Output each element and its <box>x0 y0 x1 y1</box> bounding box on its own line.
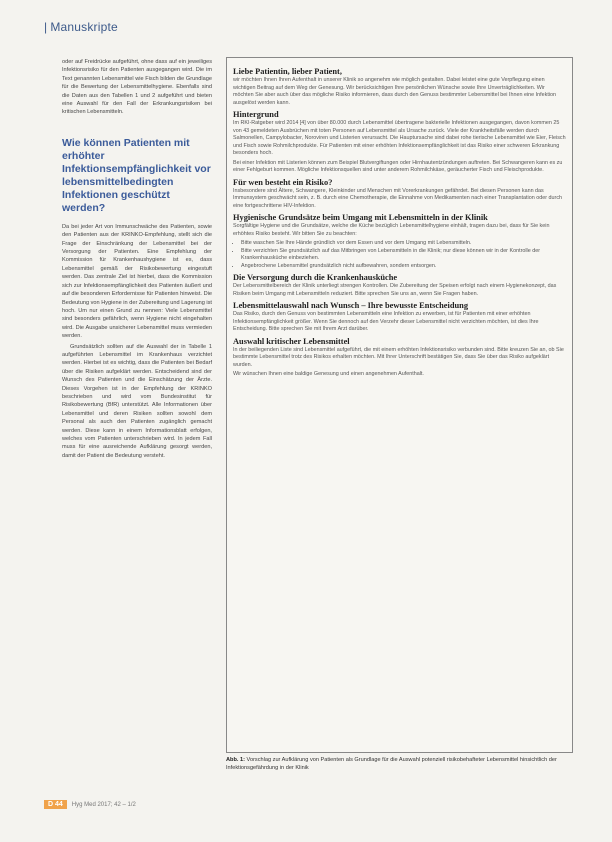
box-section-paragraph: Wir wünschen Ihnen eine baldige Genesung und einen angenehmen Aufenthalt. <box>233 371 424 377</box>
box-section-heading: Die Versorgung durch die Krankenhausküche <box>233 273 398 282</box>
page-number: D 44 <box>44 800 67 809</box>
box-section-paragraph: Insbesondere sind Ältere, Schwangere, Kleinkinder und Menschen mit Vorerkrankungen gefährdet. Bei diesen Personen kann das Immunsystem geschwächt sein, z. B. durch eine Chemotherapie, die Einnahme von Medikamenten nach einer Transplantation oder durch eine fortgeschrittene HIV-Infektion. <box>233 187 563 209</box>
box-section-heading: Liebe Patientin, lieber Patient, <box>233 67 342 76</box>
patient-information-box <box>226 57 573 753</box>
left-column <box>62 58 212 462</box>
box-section-heading: Für wen besteht ein Risiko? <box>233 177 333 187</box>
box-section-heading: Auswahl kritischer Lebensmittel <box>233 336 350 346</box>
box-section-paragraph: Das Risiko, durch den Genuss von bestimmten Lebensmitteln eine Infektion zu erwerben, ist für Patienten mit einer erhöhten Infektionsempfänglichkeit größer. Wenn Sie dennoch auf den Verzehr dieser Lebensmittel nicht verzichten möchten, ist dies Ihre Entscheidung. Bitte sprechen Sie mit Ihrem Arzt darüber. <box>233 311 539 332</box>
box-section-paragraph: Der Lebensmittelbereich der Klinik unterliegt strengen Kontrollen. Die Zubereitung der Speisen erfolgt nach einem Hygienekonzept, das Risiken beim Umgang mit Lebensmitteln reduziert. Bitte sprechen Sie uns an, wenn Sie Fragen haben. <box>233 283 557 297</box>
running-head-text: Manuskripte <box>50 20 118 34</box>
caption-label: Abb. 1: <box>226 757 245 763</box>
running-head-bar: | <box>44 20 48 34</box>
box-bullet-item: • Bitte verzichten Sie grundsätzlich auf das Mitbringen von Lebensmitteln in die Klinik; nur diese können wir in der Kontrolle der Krankenhausküche einbeziehen. <box>241 248 566 263</box>
section-heading: Wie können Patienten mit erhöhter Infektionsempfänglichkeit vor lebensmittelbedingten Infektionen geschützt werden? <box>62 136 211 214</box>
running-head <box>44 20 118 34</box>
caption-text: Vorschlag zur Aufklärung von Patienten als Grundlage für die Auswahl potenziell risikobehafteter Lebensmittel hinsichtlich der Infektionsgefährdung in der Klinik <box>226 757 557 771</box>
journal-reference: Hyg Med 2017; 42 – 1/2 <box>71 801 136 808</box>
box-section-paragraph: In der beiliegenden Liste sind Lebensmittel aufgeführt, die mit einem erhöhten Infektionsrisiko verbunden sind. Bitte kreuzen Sie an, ob Sie bestimmte Lebensmittel trotz des Risikos erhalten möchten. Mit Ihrer Unterschrift bestätigen Sie, dass Sie über das Risiko aufgeklärt wurden. <box>233 346 564 368</box>
box-bullet-item: • Angebrochene Lebensmittel grundsätzlich nicht aufbewahren, sondern entsorgen. <box>241 263 566 271</box>
body-paragraph-1: Da bei jeder Art von Immunschwäche des Patienten, sowie den Patienten aus der KRINKO-Empfehlung, stellt sich die Frage der Einschränkung der Lebensmittel bei der Versorgung der Patienten. Eine Empfehlung der Kommission für Krankenhaushygiene ist es, dass Lebensmittel gemäß der Risikobewertung eingestuft werden. Das zentrale Ziel ist hierbei, dass die Kommission sich zur Infektionsempfänglichkeit des Patienten äußert und auf die besonderen Erfordernisse für Patienten hinweist. Die Bedeutung von Hygiene in der Zubereitung und Lagerung ist hoch. Um nur einen Grund zu nennen: Viele Lebensmittel sind besonders gefährlich, wenn Hygiene nicht eingehalten wird. Die Ausgabe unsicherer Lebensmittel muss vermieden werden. <box>62 223 212 340</box>
box-section-heading: Hygienische Grundsätze beim Umgang mit Lebensmitteln in der Klinik <box>233 213 488 222</box>
box-bullet-list <box>233 240 566 270</box>
box-bullet-item: • Bitte waschen Sie Ihre Hände gründlich vor dem Essen und vor dem Umgang mit Lebensmitteln. <box>241 240 566 248</box>
box-section-paragraph: Sorgfältige Hygiene und die Grundsätze, welche die Küche bezüglich Lebensmittelhygiene einhält, tragen dazu bei, dass für Sie kein erhöhtes Risiko besteht. Wir bitten Sie zu beachten: <box>233 223 550 237</box>
box-section-paragraph: Im RKI-Ratgeber wird 2014 [4] von über 80.000 durch Lebensmittel übertragene bakterielle Infektionen ausgegangen, davon kommen 25 von 43 gemeldeten Ausbrüchen mit toten Personen auf Lebensmittel als Ursache zurück. Viele der Krankheitsfälle werden durch Salmonellen, Campylobacter, Noroviren und Listerien verursacht. Die Hauptursache sind dabei rohe tierische Lebensmittel wie Eier, Fleisch und Fisch sowie Rohmilchprodukte. Für Patienten mit einer erhöhten Infektionsempfänglichkeit ist das Risiko einer schweren Erkrankung besonders hoch. <box>233 120 566 156</box>
body-paragraph-2: Grundsätzlich sollten auf die Auswahl der in Tabelle 1 aufgeführten Lebensmittel im Krankenhaus verzichtet werden. Hierbei ist es wichtig, dass die Patienten bei Bedarf über die Risiken aufgeklärt werden. Entscheidend sind der Wunsch des Patienten und die Einschätzung der Ärzte. Dieses Vorgehen ist in der Empfehlung der KRINKO beschrieben und wird vom Bundesinstitut für Risikobewertung (BfR) unterstützt. Alle Informationen über Lebensmittel und deren Risiken sollten sowohl dem Personal als auch den Patienten zugänglich gemacht werden. Diese kann in einem Informationsblatt erfolgen, welches vom Patienten unterschrieben wird. In jedem Fall muss für eine ausreichende Aufklärung gesorgt werden, damit der Patient die Bedeutung versteht. <box>62 343 212 459</box>
intro-paragraph: oder auf Freidrücke aufgeführt, ohne dass auf ein jeweiliges Infektionsrisiko für den Patienten ausgegangen wird. Die im Text genannten Lebensmittel wie Fisch bilden die Grundlage für die Bewertung der Lebensmittelhygiene. Ebenfalls sind die Daten aus den Tabellen 1 und 2 aufgeführt und bieten eine Auswahl für den Fall der Erkrankungsrisiken bei kritischen Lebensmitteln. <box>62 59 212 116</box>
page-footer <box>44 800 136 809</box>
box-section-heading: Hintergrund <box>233 110 279 119</box>
box-section-paragraph: wir möchten Ihnen Ihren Aufenthalt in unserer Klinik so angenehm wie möglich gestalten. Dabei leistet eine gute Verpflegung einen wichtigen Beitrag auf dem Weg der Genesung. Wir berücksichtigen Ihre persönlichen Wünsche sowie Ihre Unverträglichkeiten. Wir möchten Sie aber auch über das mögliche Risiko informieren, dass durch den Genuss bestimmter Lebensmittel bei Ihnen eine Infektion ausgelöst werden kann. <box>233 77 557 106</box>
figure-caption <box>226 757 573 772</box>
box-section-paragraph: Bei einer Infektion mit Listerien können zum Beispiel Blutvergiftungen oder Hirnhautentzündungen auftreten. Bei Schwangeren kann es zu einer Fehlgeburt kommen. Mögliche Infektionsquellen sind unter anderem Rohmilchkäse, geräucherter Fisch und Fleischprodukte. <box>233 159 563 173</box>
box-section-heading: Lebensmittelauswahl nach Wunsch – Ihre bewusste Entscheidung <box>233 301 469 310</box>
